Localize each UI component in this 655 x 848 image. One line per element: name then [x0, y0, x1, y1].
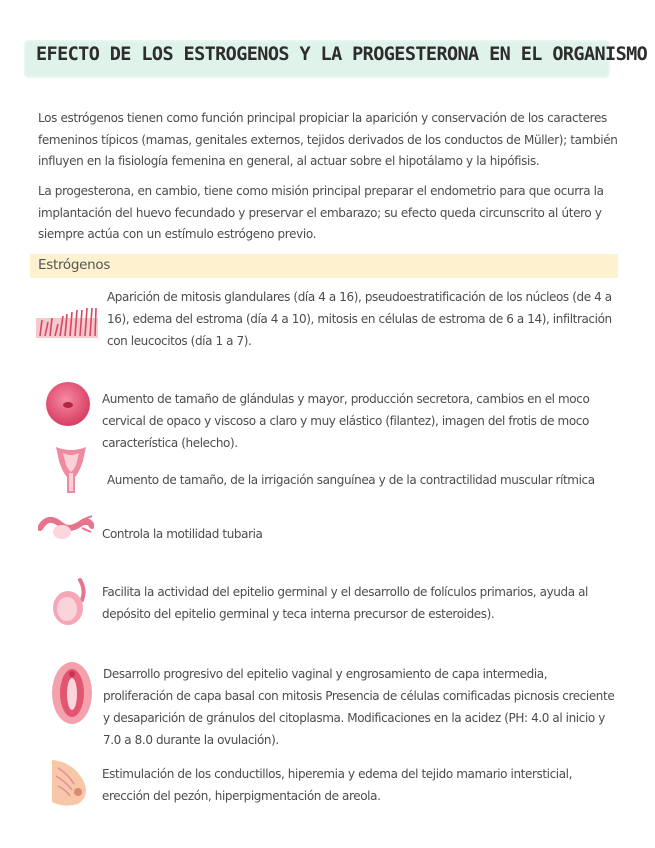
effect-text-cervix: Aumento de tamaño de glándulas y mayor, producción secretora, cambios en el moco cervical de opaco y viscoso a claro y muy elástico (filantez), imagen del frotis de moco característica (helecho).: [102, 392, 590, 450]
effect-text-ovary: Facilita la actividad del epitelio germinal y el desarrollo de folículos primarios, ayuda al depósito del epitelio germinal y teca interna precursor de esteroides).: [102, 585, 588, 621]
page-title: EFECTO DE LOS ESTROGENOS Y LA PROGESTERONA EN EL ORGANISMO: [36, 44, 648, 65]
effect-text-vagina: Desarrollo progresivo del epitelio vaginal y engrosamiento de capa intermedia, proliferación de capa basal con mitosis Presencia de células cornificadas picnosis creciente y desaparición de gránulos del citoplasma. Modificaciones en la acidez (PH: 4.0 al inicio y 7.0 a 8.0 durante la ovulación).: [103, 667, 615, 747]
effect-text-uterus: Aumento de tamaño, de la irrigación sanguínea y de la contractilidad muscular rítmica: [107, 473, 595, 487]
section-title: Estrógenos: [38, 257, 111, 273]
effect-text-fallopian-tube: Controla la motilidad tubaria: [102, 527, 263, 541]
breast-icon: [44, 756, 96, 808]
endometrium-icon: [36, 304, 98, 338]
intro-paragraph-progesterone: La progesterona, en cambio, tiene como misión principal preparar el endometrio para que ocurra la implantación del huevo fecundado y preservar el embarazo; su efecto queda circunscrito al útero y siempre actúa con un estímulo estrógeno previo.: [38, 184, 604, 241]
effect-text-breast: Estimulación de los conductillos, hiperemia y edema del tejido mamario intersticial, erección del pezón, hiperpigmentación de areola.: [102, 767, 573, 803]
cervix-icon: [44, 380, 92, 428]
title-banner: [26, 38, 648, 80]
vulva-icon: [50, 660, 94, 726]
section-header: [30, 254, 618, 278]
uterus-icon: [53, 443, 89, 495]
effect-text-endometrium: Aparición de mitosis glandulares (día 4 a 16), pseudoestratificación de los núcleos (de 4 a 16), edema del estroma (día 4 a 10), mitosis en células de estroma de 6 a 14), infiltración con leucocitos (día 1 a 7).: [107, 290, 612, 348]
ovary-icon: [50, 578, 90, 628]
fallopian-tube-icon: [38, 510, 94, 544]
intro-paragraph-estrogens: Los estrógenos tienen como función principal propiciar la aparición y conservación de los caracteres femeninos típicos (mamas, genitales externos, tejidos derivados de los conductos de Müller); también influyen en la fisiología femenina en general, al actuar sobre el hipotálamo y la hipófisis.: [38, 111, 618, 168]
